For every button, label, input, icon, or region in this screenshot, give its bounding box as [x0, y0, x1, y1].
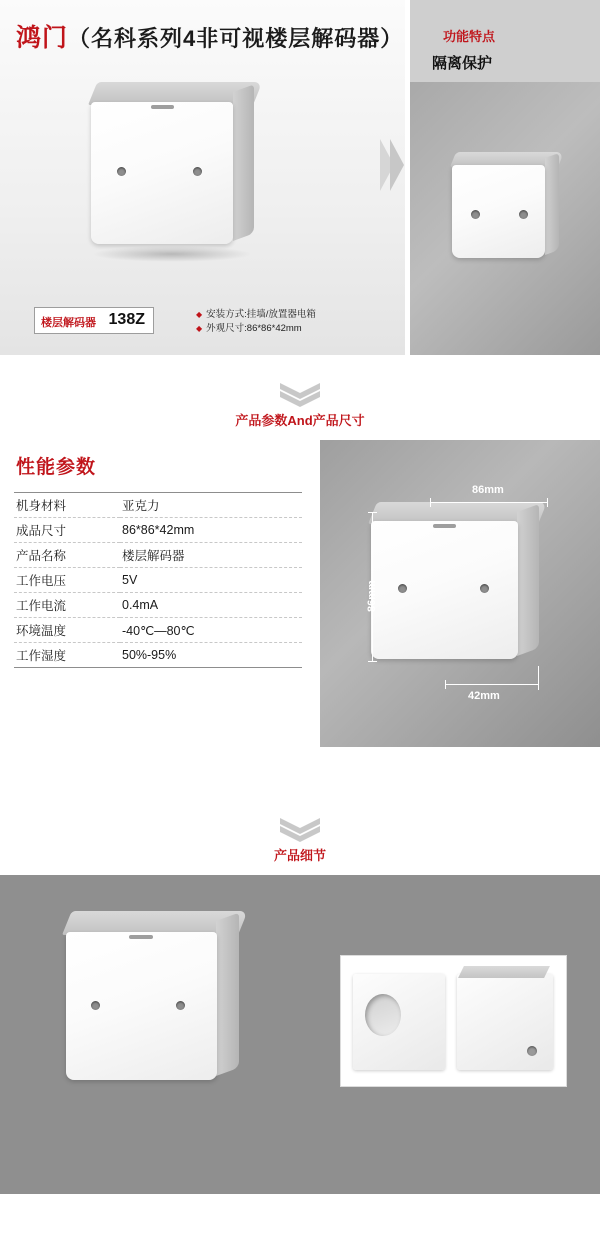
dimension-tick-left — [430, 498, 431, 507]
device-side-bevel — [517, 504, 539, 656]
device-side-bevel — [545, 153, 559, 255]
spec-key: 机身材料 — [14, 493, 120, 518]
device-hole-right — [480, 584, 489, 593]
bullet-text: 安装方式:挂墙/放置器电箱 — [206, 309, 316, 320]
device-top-bevel — [458, 966, 550, 978]
list-item — [196, 322, 316, 336]
detail-section — [0, 875, 600, 1180]
brand-title — [16, 18, 403, 54]
product-image-dimensions — [368, 502, 538, 662]
dimension-line-depth — [445, 684, 539, 685]
model-label-key: 楼层解码器 — [41, 317, 96, 329]
spec-value: 0.4mA — [120, 593, 302, 618]
table-row — [14, 493, 302, 518]
chevron-down-icon — [278, 817, 322, 843]
diamond-bullet-icon: ◆ — [196, 310, 203, 319]
spec-value: 86*86*42mm — [120, 518, 302, 543]
brand-name: 鸿门 — [16, 24, 69, 52]
model-label-chip — [34, 307, 154, 334]
diamond-bullet-icon: ◆ — [196, 324, 203, 333]
device-notch — [151, 105, 174, 109]
section-divider-params — [0, 355, 600, 440]
device-hole-right — [527, 1046, 537, 1056]
device-hole-left — [117, 167, 126, 176]
mounting-hole-closeup-icon — [365, 994, 401, 1036]
table-row — [14, 543, 302, 568]
detail-closeup-card — [340, 955, 567, 1087]
product-image-main — [88, 82, 253, 247]
spec-key: 环境温度 — [14, 618, 120, 643]
device-hole-left — [471, 210, 480, 219]
device-hole-right — [193, 167, 202, 176]
device-notch — [433, 524, 456, 528]
spec-value: 楼层解码器 — [120, 543, 302, 568]
spec-value: 5V — [120, 568, 302, 593]
table-row — [14, 568, 302, 593]
spec-value: 50%-95% — [120, 643, 302, 668]
dimension-height-label: 86mm — [366, 580, 378, 612]
spec-key: 产品名称 — [14, 543, 120, 568]
product-image-detail — [62, 911, 238, 1083]
section-divider-label: 产品细节 — [273, 848, 326, 863]
dimension-tick-depth-left — [445, 680, 446, 689]
table-row — [14, 643, 302, 668]
spec-key: 工作电压 — [14, 568, 120, 593]
hero-section — [0, 0, 600, 355]
chevron-down-icon — [278, 382, 322, 408]
device-side-bevel — [216, 913, 239, 1076]
table-row — [14, 593, 302, 618]
dimension-tick-right — [547, 498, 548, 507]
bullet-text: 外观尺寸:86*86*42mm — [206, 323, 302, 334]
spec-value: 亚克力 — [120, 493, 302, 518]
brand-subtitle: （名科系列4非可视楼层解码器） — [68, 26, 404, 51]
device-hole-right — [519, 210, 528, 219]
dimension-line-width — [430, 502, 548, 503]
device-front-face — [371, 521, 517, 659]
spec-table — [14, 492, 302, 668]
arrow-right-icon — [378, 135, 404, 195]
list-item — [196, 308, 316, 322]
device-front-face — [66, 932, 217, 1080]
hero-bullet-list — [196, 308, 316, 336]
spec-key: 工作湿度 — [14, 643, 120, 668]
closeup-image-left — [353, 974, 445, 1070]
table-row — [14, 618, 302, 643]
model-label-value: 138Z — [108, 311, 145, 328]
feature-subtitle: 隔离保护 — [432, 55, 493, 72]
section-divider-label: 产品参数And产品尺寸 — [235, 413, 365, 428]
dimension-tick-bottom — [368, 661, 377, 662]
dimension-width-label: 86mm — [472, 484, 504, 496]
device-front-face — [452, 165, 545, 258]
footer-bar — [0, 1180, 600, 1194]
device-hole-left — [91, 1001, 100, 1010]
device-notch — [129, 935, 153, 939]
device-front-face — [91, 102, 233, 244]
dimension-tick-depth-right — [538, 666, 539, 690]
spec-key: 工作电流 — [14, 593, 120, 618]
spec-value: -40℃—80℃ — [120, 618, 302, 643]
device-side-bevel — [233, 84, 254, 240]
dimension-tick-top — [368, 512, 377, 513]
table-row — [14, 518, 302, 543]
dimension-depth-label: 42mm — [468, 690, 500, 702]
section-divider-details — [0, 790, 600, 875]
product-image-secondary — [450, 152, 558, 260]
spec-title: 性能参数 — [16, 457, 97, 478]
spec-key: 成品尺寸 — [14, 518, 120, 543]
spec-section — [0, 440, 600, 790]
closeup-image-right — [457, 974, 553, 1070]
device-hole-right — [176, 1001, 185, 1010]
product-shadow — [92, 246, 252, 262]
feature-title: 功能特点 — [443, 29, 496, 44]
device-hole-left — [398, 584, 407, 593]
